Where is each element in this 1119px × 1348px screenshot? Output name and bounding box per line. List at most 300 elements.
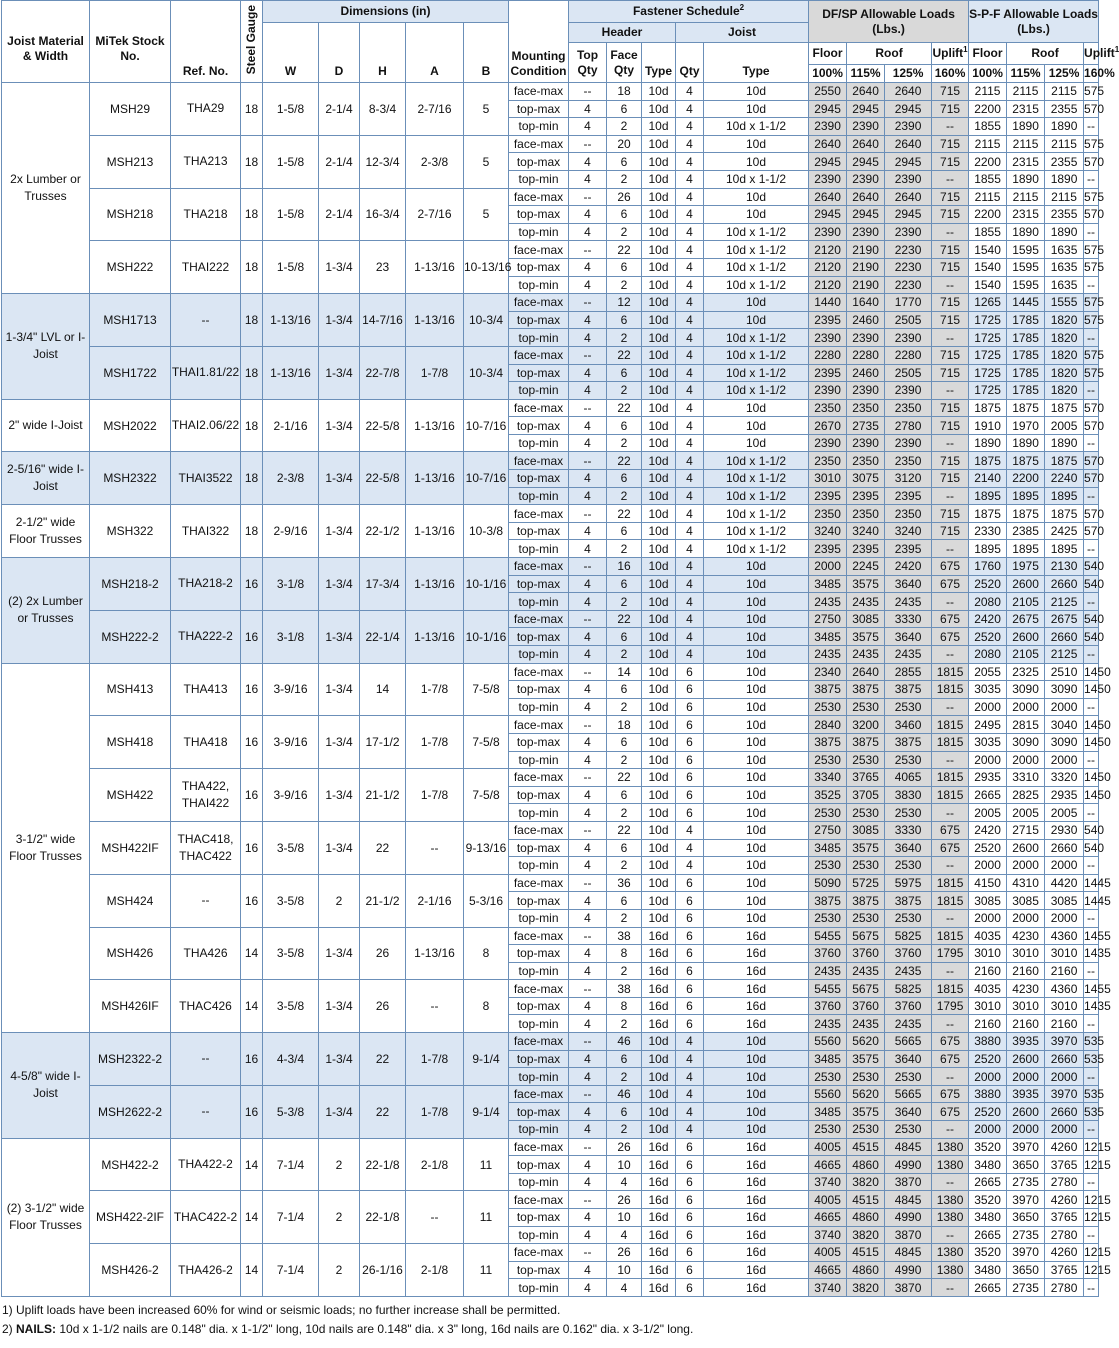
- spf-load-cell: 3880: [969, 1085, 1007, 1103]
- joist-qty-cell: 6: [676, 1015, 704, 1033]
- spf-load-cell: 570: [1084, 207, 1105, 222]
- dfsp-load-cell: 4515: [847, 1244, 885, 1262]
- spf-load-cell: 4420: [1045, 874, 1084, 892]
- mounting-cell: top-min: [509, 909, 569, 927]
- spf-load-cell: 2815: [1007, 716, 1045, 734]
- header-type-cell: 10d: [642, 346, 676, 364]
- joist-type-cell: 10d x 1-1/2: [704, 346, 809, 364]
- spf-load-cell: 570: [1084, 418, 1105, 433]
- dim-h-cell: 26: [360, 980, 406, 1033]
- face-qty-cell: 2: [607, 698, 642, 716]
- face-qty-cell: 18: [607, 716, 642, 734]
- joist-type-cell: 10d x 1-1/2: [704, 241, 809, 259]
- dfsp-load-cell: 3085: [847, 610, 885, 628]
- spf-floor: Floor: [969, 43, 1007, 65]
- stock-no-cell: MSH1713: [90, 294, 171, 347]
- spf-load-cell: 2000: [1007, 1121, 1045, 1139]
- spf-load-cell: 1595: [1007, 276, 1045, 294]
- dfsp-load-cell: 2945: [809, 206, 847, 224]
- dim-w-cell: 3-5/8: [263, 980, 319, 1033]
- spf-load-cell: 1875: [1045, 452, 1084, 470]
- spf-load-cell: 1445: [1084, 893, 1111, 908]
- mounting-cell: top-min: [509, 1173, 569, 1191]
- dfsp-load-cell: 3460: [885, 716, 932, 734]
- header-type-cell: 10d: [642, 258, 676, 276]
- face-qty-cell: 6: [607, 892, 642, 910]
- dfsp-load-cell: 4990: [885, 1156, 932, 1174]
- spf-load-cell: 1540: [969, 258, 1007, 276]
- header-type-cell: 10d: [642, 100, 676, 118]
- face-qty-cell: 6: [607, 470, 642, 488]
- dfsp-load-cell: 4990: [885, 1261, 932, 1279]
- table-row: [2, 452, 1099, 470]
- dim-b-cell: 11: [464, 1191, 509, 1244]
- ref-no-cell: THA422-2: [171, 1138, 241, 1191]
- spf-load-cell: 2115: [969, 135, 1007, 153]
- spf-load-cell: 2665: [969, 1226, 1007, 1244]
- col-top-qty: Top Qty: [569, 43, 607, 83]
- joist-type-cell: 10d: [704, 1033, 809, 1051]
- face-qty-cell: 26: [607, 1244, 642, 1262]
- dfsp-load-cell: --: [932, 1121, 969, 1139]
- dfsp-load-cell: 2530: [847, 1068, 885, 1086]
- dfsp-load-cell: 3485: [809, 1103, 847, 1121]
- spf-load-cell: 2105: [1007, 646, 1045, 664]
- dim-w-cell: 5-3/8: [263, 1085, 319, 1138]
- top-qty-cell: 4: [569, 681, 607, 699]
- dfsp-load-cell: 2120: [809, 241, 847, 259]
- spf-load-cell: --: [1084, 329, 1099, 347]
- dim-d-cell: 2: [319, 1138, 360, 1191]
- face-qty-cell: 6: [607, 628, 642, 646]
- stock-no-cell: MSH218-2: [90, 558, 171, 611]
- header-type-cell: 16d: [642, 1261, 676, 1279]
- joist-type-cell: 10d x 1-1/2: [704, 223, 809, 241]
- spf-pct-100: 100%: [969, 65, 1007, 83]
- joist-qty-cell: 4: [676, 241, 704, 259]
- header-type-cell: 10d: [642, 646, 676, 664]
- top-qty-cell: --: [569, 663, 607, 681]
- dfsp-load-cell: 2390: [847, 223, 885, 241]
- spf-load-cell: 2315: [1007, 100, 1045, 118]
- dfsp-load-cell: 2640: [809, 188, 847, 206]
- header-type-cell: 10d: [642, 909, 676, 927]
- face-qty-cell: 6: [607, 206, 642, 224]
- dim-a-cell: 1-13/16: [406, 294, 464, 347]
- dfsp-load-cell: 4860: [847, 1156, 885, 1174]
- header-type-cell: 10d: [642, 452, 676, 470]
- spf-load-cell: 1785: [1007, 329, 1045, 347]
- spf-load-cell: 3090: [1045, 681, 1084, 699]
- mounting-cell: top-min: [509, 1121, 569, 1139]
- joist-type-cell: 10d x 1-1/2: [704, 364, 809, 382]
- spf-load-cell: 1215: [1084, 1263, 1111, 1278]
- gauge-cell: 16: [241, 1033, 263, 1086]
- dfsp-load-cell: 2395: [809, 540, 847, 558]
- spf-load-cell: --: [1084, 751, 1099, 769]
- top-qty-cell: 4: [569, 382, 607, 400]
- top-qty-cell: 4: [569, 1156, 607, 1174]
- spf-load-cell: 4310: [1007, 874, 1045, 892]
- spf-load-cell: 1450: [1084, 735, 1111, 750]
- dfsp-load-cell: 3760: [885, 945, 932, 963]
- joist-qty-cell: 4: [676, 135, 704, 153]
- spf-load-cell: 2160: [1045, 1015, 1084, 1033]
- dfsp-load-cell: --: [932, 857, 969, 875]
- face-qty-cell: 6: [607, 417, 642, 435]
- dfsp-load-cell: 2530: [847, 1121, 885, 1139]
- dfsp-load-cell: 2395: [809, 487, 847, 505]
- dfsp-load-cell: 2350: [847, 452, 885, 470]
- dfsp-load-cell: 5620: [847, 1085, 885, 1103]
- spf-load-cell: 3085: [969, 892, 1007, 910]
- top-qty-cell: --: [569, 505, 607, 523]
- joist-type-cell: 10d: [704, 733, 809, 751]
- spf-load-cell: 2520: [969, 628, 1007, 646]
- joist-qty-cell: 6: [676, 892, 704, 910]
- header-type-cell: 10d: [642, 1103, 676, 1121]
- spf-load-cell: 2000: [1045, 857, 1084, 875]
- dfsp-load-cell: 2530: [885, 1121, 932, 1139]
- spf-load-cell: 2130: [1045, 558, 1084, 576]
- header-type-cell: 16d: [642, 1244, 676, 1262]
- table-row: [2, 874, 1099, 892]
- spf-load-cell: --: [1084, 434, 1099, 452]
- face-qty-cell: 10: [607, 1156, 642, 1174]
- face-qty-cell: 22: [607, 399, 642, 417]
- mounting-cell: face-max: [509, 135, 569, 153]
- spf-load-cell: 1595: [1007, 241, 1045, 259]
- dfsp-load-cell: 2550: [809, 83, 847, 101]
- stock-no-cell: MSH322: [90, 505, 171, 558]
- mounting-cell: top-max: [509, 206, 569, 224]
- dim-w-cell: 3-9/16: [263, 769, 319, 822]
- spf-load-cell: 1875: [1045, 505, 1084, 523]
- spf-load-cell: 2115: [1007, 83, 1045, 101]
- dfsp-load-cell: 2230: [885, 241, 932, 259]
- top-qty-cell: --: [569, 716, 607, 734]
- spf-load-cell: 1875: [969, 452, 1007, 470]
- dim-h-cell: 14: [360, 663, 406, 716]
- spf-load-cell: 1895: [1045, 540, 1084, 558]
- joist-type-cell: 10d: [704, 593, 809, 611]
- spf-load-cell: 1435: [1084, 946, 1111, 961]
- header-type-cell: 16d: [642, 1191, 676, 1209]
- spf-load-cell: 540: [1084, 823, 1105, 838]
- table-row: [2, 769, 1099, 787]
- spf-load-cell: 2125: [1045, 593, 1084, 611]
- dfsp-load-cell: 715: [932, 294, 969, 312]
- spf-load-cell: 2160: [969, 962, 1007, 980]
- mounting-cell: top-min: [509, 751, 569, 769]
- header-type-cell: 10d: [642, 399, 676, 417]
- face-qty-cell: 22: [607, 346, 642, 364]
- dim-a-cell: 1-7/8: [406, 1085, 464, 1138]
- dim-d-cell: 1-3/4: [319, 346, 360, 399]
- top-qty-cell: --: [569, 188, 607, 206]
- dfsp-load-cell: 2435: [847, 1015, 885, 1033]
- mounting-cell: face-max: [509, 294, 569, 312]
- mounting-cell: top-max: [509, 1156, 569, 1174]
- spf-load-cell: 1890: [969, 434, 1007, 452]
- stock-no-cell: MSH2322: [90, 452, 171, 505]
- ref-no-cell: THA422, THAI422: [171, 769, 241, 822]
- table-row: [2, 1244, 1099, 1262]
- spf-load-cell: 570: [1084, 524, 1105, 539]
- spf-load-cell: 2000: [1007, 698, 1045, 716]
- top-qty-cell: 4: [569, 1226, 607, 1244]
- dfsp-load-cell: 2530: [847, 857, 885, 875]
- spf-load-cell: 4035: [969, 980, 1007, 998]
- joist-qty-cell: 6: [676, 1226, 704, 1244]
- gauge-cell: 18: [241, 241, 263, 294]
- spf-load-cell: 3090: [1045, 733, 1084, 751]
- spf-load-cell: 1820: [1045, 364, 1084, 382]
- spf-load-cell: 1635: [1045, 276, 1084, 294]
- joist-type-cell: 10d x 1-1/2: [704, 258, 809, 276]
- spf-load-cell: 2005: [1007, 804, 1045, 822]
- stock-no-cell: MSH29: [90, 83, 171, 136]
- joist-qty-cell: 6: [676, 1209, 704, 1227]
- table-header: [2, 1, 1119, 83]
- dfsp-load-cell: 2390: [847, 382, 885, 400]
- dfsp-load-cell: 2435: [809, 593, 847, 611]
- top-qty-cell: 4: [569, 786, 607, 804]
- joist-type-cell: 10d x 1-1/2: [704, 487, 809, 505]
- spf-load-cell: --: [1084, 646, 1099, 664]
- spf-load-cell: 1215: [1084, 1245, 1111, 1260]
- top-qty-cell: --: [569, 1191, 607, 1209]
- joist-qty-cell: 4: [676, 839, 704, 857]
- spf-load-cell: 2660: [1045, 1050, 1084, 1068]
- dfsp-load-cell: 2390: [847, 329, 885, 347]
- joist-type-cell: 16d: [704, 927, 809, 945]
- dim-b-cell: 8: [464, 927, 509, 980]
- top-qty-cell: 4: [569, 593, 607, 611]
- joist-material-cell: 3-1/2" wide Floor Trusses: [2, 663, 90, 1032]
- dfsp-load-cell: 3075: [847, 470, 885, 488]
- dfsp-load-cell: 4005: [809, 1138, 847, 1156]
- mounting-cell: top-min: [509, 1015, 569, 1033]
- top-qty-cell: 4: [569, 170, 607, 188]
- joist-qty-cell: 6: [676, 769, 704, 787]
- spf-load-cell: 4260: [1045, 1138, 1084, 1156]
- top-qty-cell: 4: [569, 153, 607, 171]
- dfsp-load-cell: 2840: [809, 716, 847, 734]
- mounting-cell: top-max: [509, 364, 569, 382]
- col-stock-no: MiTek Stock No.: [90, 1, 171, 83]
- joist-type-cell: 10d: [704, 663, 809, 681]
- dfsp-load-cell: 2390: [885, 382, 932, 400]
- spf-load-cell: 3085: [1007, 892, 1045, 910]
- face-qty-cell: 2: [607, 540, 642, 558]
- dfsp-load-cell: 3485: [809, 1050, 847, 1068]
- joist-qty-cell: 4: [676, 575, 704, 593]
- col-mounting: Mounting Condition: [509, 1, 569, 83]
- dim-a-cell: 1-13/16: [406, 452, 464, 505]
- spf-load-cell: 2000: [969, 1121, 1007, 1139]
- joist-type-cell: 16d: [704, 1173, 809, 1191]
- header-type-cell: 10d: [642, 575, 676, 593]
- spf-load-cell: 1855: [969, 170, 1007, 188]
- dfsp-load-cell: 3640: [885, 839, 932, 857]
- face-qty-cell: 4: [607, 1173, 642, 1191]
- joist-qty-cell: 6: [676, 786, 704, 804]
- gauge-cell: 16: [241, 821, 263, 874]
- spf-load-cell: 2600: [1007, 839, 1045, 857]
- dim-a-cell: 2-1/8: [406, 1138, 464, 1191]
- face-qty-cell: 22: [607, 610, 642, 628]
- spf-load-cell: 3765: [1045, 1156, 1084, 1174]
- face-qty-cell: 6: [607, 681, 642, 699]
- dfsp-load-cell: 2435: [809, 646, 847, 664]
- dfsp-load-cell: 2945: [847, 206, 885, 224]
- spf-load-cell: 2510: [1045, 663, 1084, 681]
- spf-load-cell: 2675: [1045, 610, 1084, 628]
- spf-load-cell: 575: [1084, 189, 1105, 204]
- dfsp-load-cell: 2435: [885, 1015, 932, 1033]
- spf-load-cell: 1450: [1084, 770, 1111, 785]
- joist-qty-cell: 4: [676, 364, 704, 382]
- joist-qty-cell: 4: [676, 276, 704, 294]
- dfsp-load-cell: 5090: [809, 874, 847, 892]
- dfsp-load-cell: 2350: [885, 399, 932, 417]
- dim-b-cell: 9-1/4: [464, 1085, 509, 1138]
- spf-load-cell: 2080: [969, 593, 1007, 611]
- dfsp-load-cell: 3575: [847, 1050, 885, 1068]
- dfsp-load-cell: 3870: [885, 1173, 932, 1191]
- dim-w-cell: 7-1/4: [263, 1244, 319, 1297]
- spf-load-cell: 535: [1084, 1087, 1105, 1102]
- dfsp-load-cell: 2530: [847, 698, 885, 716]
- mounting-cell: top-max: [509, 997, 569, 1015]
- gauge-cell: 16: [241, 558, 263, 611]
- dim-d-cell: 2-1/4: [319, 188, 360, 241]
- joist-type-cell: 16d: [704, 1156, 809, 1174]
- dfsp-load-cell: 4845: [885, 1191, 932, 1209]
- dim-h-cell: 16-3/4: [360, 188, 406, 241]
- mounting-cell: top-max: [509, 786, 569, 804]
- face-qty-cell: 26: [607, 1138, 642, 1156]
- dim-h-cell: 22-1/2: [360, 505, 406, 558]
- joist-type-cell: 10d: [704, 153, 809, 171]
- spf-load-cell: --: [1084, 909, 1099, 927]
- top-qty-cell: 4: [569, 751, 607, 769]
- joist-type-cell: 10d x 1-1/2: [704, 170, 809, 188]
- ref-no-cell: THAI3522: [171, 452, 241, 505]
- joist-qty-cell: 4: [676, 311, 704, 329]
- spf-pct-160: 160%: [1084, 65, 1099, 83]
- spf-load-cell: 570: [1084, 400, 1105, 415]
- joist-type-cell: 10d x 1-1/2: [704, 522, 809, 540]
- joist-qty-cell: 6: [676, 1244, 704, 1262]
- mounting-cell: face-max: [509, 188, 569, 206]
- top-qty-cell: 4: [569, 311, 607, 329]
- spf-load-cell: 3010: [1007, 945, 1045, 963]
- dfsp-load-cell: 2530: [885, 751, 932, 769]
- dfsp-load-cell: 1640: [847, 294, 885, 312]
- mounting-cell: top-min: [509, 646, 569, 664]
- mounting-cell: face-max: [509, 821, 569, 839]
- top-qty-cell: 4: [569, 1015, 607, 1033]
- spf-load-cell: 1975: [1007, 558, 1045, 576]
- face-qty-cell: 4: [607, 1279, 642, 1297]
- face-qty-cell: 2: [607, 276, 642, 294]
- dfsp-load-cell: 3740: [809, 1279, 847, 1297]
- joist-material-cell: 4-5/8" wide I-Joist: [2, 1033, 90, 1139]
- spf-load-cell: --: [1084, 382, 1099, 400]
- dim-b-cell: 10-1/16: [464, 558, 509, 611]
- dfsp-load-cell: 2435: [885, 646, 932, 664]
- face-qty-cell: 46: [607, 1085, 642, 1103]
- dfsp-load-cell: 5620: [847, 1033, 885, 1051]
- joist-type-cell: 16d: [704, 1226, 809, 1244]
- header-type-cell: 10d: [642, 434, 676, 452]
- face-qty-cell: 6: [607, 575, 642, 593]
- mounting-cell: top-min: [509, 540, 569, 558]
- dim-w-cell: 3-9/16: [263, 663, 319, 716]
- col-w: W: [263, 23, 319, 83]
- dfsp-load-cell: 1815: [932, 681, 969, 699]
- joist-qty-cell: 4: [676, 1103, 704, 1121]
- dfsp-load-cell: 2390: [809, 434, 847, 452]
- joist-type-cell: 10d: [704, 206, 809, 224]
- joist-qty-cell: 4: [676, 170, 704, 188]
- spf-load-cell: 3650: [1007, 1156, 1045, 1174]
- dim-b-cell: 9-1/4: [464, 1033, 509, 1086]
- header-type-cell: 10d: [642, 170, 676, 188]
- spf-load-cell: 1760: [969, 558, 1007, 576]
- dfsp-load-cell: 2395: [809, 364, 847, 382]
- dfsp-load-cell: --: [932, 118, 969, 136]
- dfsp-load-cell: 2280: [809, 346, 847, 364]
- dfsp-load-cell: 5975: [885, 874, 932, 892]
- spf-load-cell: 3090: [1007, 733, 1045, 751]
- header-type-cell: 10d: [642, 716, 676, 734]
- dfsp-load-cell: 4005: [809, 1191, 847, 1209]
- stock-no-cell: MSH422-2IF: [90, 1191, 171, 1244]
- dim-d-cell: 1-3/4: [319, 294, 360, 347]
- dfsp-load-cell: --: [932, 223, 969, 241]
- face-qty-cell: 22: [607, 505, 642, 523]
- dfsp-load-cell: 2435: [847, 646, 885, 664]
- dfsp-load-cell: 2505: [885, 311, 932, 329]
- joist-qty-cell: 4: [676, 346, 704, 364]
- top-qty-cell: --: [569, 1244, 607, 1262]
- spf-load-cell: 2000: [1007, 1068, 1045, 1086]
- spf-load-cell: 3010: [1007, 997, 1045, 1015]
- table-row: [2, 188, 1099, 206]
- ref-no-cell: THA29: [171, 83, 241, 136]
- joist-qty-cell: 6: [676, 945, 704, 963]
- joist-qty-cell: 4: [676, 1050, 704, 1068]
- joist-qty-cell: 6: [676, 1173, 704, 1191]
- joist-type-cell: 10d: [704, 188, 809, 206]
- top-qty-cell: --: [569, 399, 607, 417]
- dim-d-cell: 1-3/4: [319, 610, 360, 663]
- top-qty-cell: 4: [569, 909, 607, 927]
- dfsp-load-cell: 3870: [885, 1226, 932, 1244]
- stock-no-cell: MSH1722: [90, 346, 171, 399]
- dfsp-load-cell: 5825: [885, 927, 932, 945]
- spf-load-cell: 2715: [1007, 821, 1045, 839]
- dfsp-load-cell: 2395: [847, 487, 885, 505]
- dfsp-load-cell: 715: [932, 505, 969, 523]
- header-type-cell: 10d: [642, 153, 676, 171]
- spf-load-cell: 2000: [1045, 1121, 1084, 1139]
- spf-load-cell: 1820: [1045, 311, 1084, 329]
- dfsp-load-cell: 3340: [809, 769, 847, 787]
